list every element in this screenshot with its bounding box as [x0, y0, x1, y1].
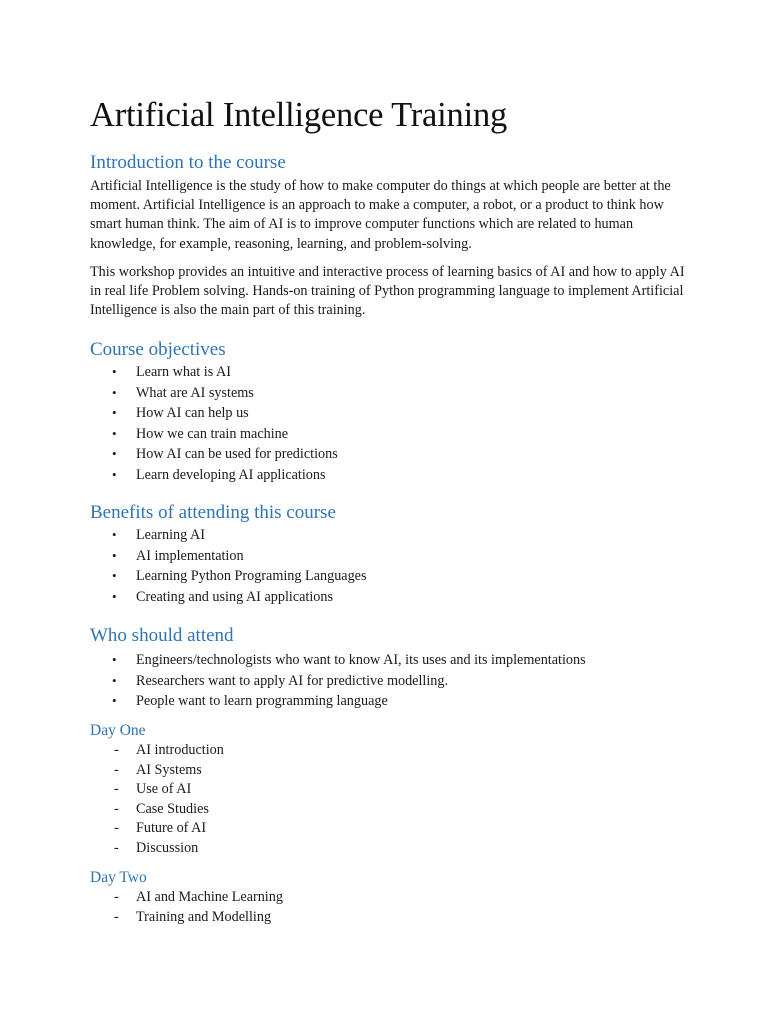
list-item: • How we can train machine	[90, 424, 690, 445]
list-item: • How AI can be used for predictions	[90, 444, 690, 465]
benefits-section	[90, 501, 690, 607]
list-item: • AI implementation	[90, 546, 690, 567]
bullet-icon: •	[112, 652, 117, 667]
list-item: • What are AI systems	[90, 383, 690, 404]
intro-heading: Introduction to the course	[90, 152, 286, 173]
bullet-icon: •	[112, 405, 117, 420]
dash-icon: -	[114, 820, 119, 836]
day-one-list	[90, 741, 690, 858]
intro-paragraph-2: This workshop provides an intuitive and interactive process of learning basics of AI and how to apply AI in real life Problem solving. Hands-on training of Python programming language to implement Artificial Intelligence is also the main part of this training.	[90, 263, 685, 319]
list-item: • How AI can help us	[90, 403, 690, 424]
day-two-list	[90, 888, 690, 927]
document-title: Artificial Intelligence Training	[90, 96, 508, 134]
bullet-icon: •	[112, 568, 117, 583]
benefits-list	[90, 525, 690, 607]
bullet-icon: •	[112, 384, 117, 400]
list-item: - Training and Modelling	[90, 908, 690, 928]
day-two-section	[90, 868, 690, 927]
benefits-heading: Benefits of attending this course	[90, 502, 336, 523]
list-item: - Future of AI	[90, 819, 690, 839]
bullet-icon: •	[112, 466, 117, 482]
bullet-icon: •	[112, 364, 117, 379]
dash-icon: -	[114, 908, 119, 925]
bullet-icon: •	[112, 527, 117, 542]
bullet-icon: •	[112, 693, 117, 708]
list-item: • Creating and using AI applications	[90, 587, 690, 608]
bullet-icon: •	[112, 425, 117, 441]
intro-section	[90, 151, 690, 320]
list-item: • Learn what is AI	[90, 362, 690, 383]
list-item: • Learning Python Programing Languages	[90, 566, 690, 587]
list-item: • Researchers want to apply AI for predictive modelling.	[90, 671, 690, 692]
list-item: • Learning AI	[90, 525, 690, 546]
objectives-heading: Course objectives	[90, 339, 226, 360]
bullet-icon: •	[112, 588, 117, 604]
dash-icon: -	[114, 761, 119, 778]
day-one-heading: Day One	[90, 722, 146, 739]
list-item: - Use of AI	[90, 780, 690, 800]
audience-heading: Who should attend	[90, 625, 234, 646]
dash-icon: -	[114, 839, 119, 856]
day-two-heading: Day Two	[90, 869, 147, 886]
audience-section	[90, 624, 690, 712]
objectives-list	[90, 362, 690, 485]
dash-icon: -	[114, 781, 119, 797]
list-item: - AI Systems	[90, 761, 690, 781]
list-item: • Engineers/technologists who want to know AI, its uses and its implementations	[90, 650, 690, 671]
bullet-icon: •	[112, 547, 117, 563]
intro-paragraph-1: Artificial Intelligence is the study of how to make computer do things at which people are better at the moment. Artificial Intelligence is an approach to make a computer, a robot, or a product to think how smart human think. The aim of AI is to improve computer functions which are related to human knowledge, for example, reasoning, learning, and problem-solving.	[90, 178, 671, 252]
audience-list	[90, 650, 690, 712]
dash-icon: -	[114, 889, 119, 905]
dash-icon: -	[114, 800, 119, 817]
list-item: • People want to learn programming language	[90, 691, 690, 712]
bullet-icon: •	[112, 672, 117, 688]
dash-icon: -	[114, 742, 119, 758]
day-one-section	[90, 721, 690, 858]
list-item: • Learn developing AI applications	[90, 465, 690, 486]
list-item: - Discussion	[90, 839, 690, 859]
list-item: - AI introduction	[90, 741, 690, 761]
bullet-icon: •	[112, 446, 117, 461]
objectives-section	[90, 338, 690, 485]
list-item: - AI and Machine Learning	[90, 888, 690, 908]
list-item: - Case Studies	[90, 800, 690, 820]
